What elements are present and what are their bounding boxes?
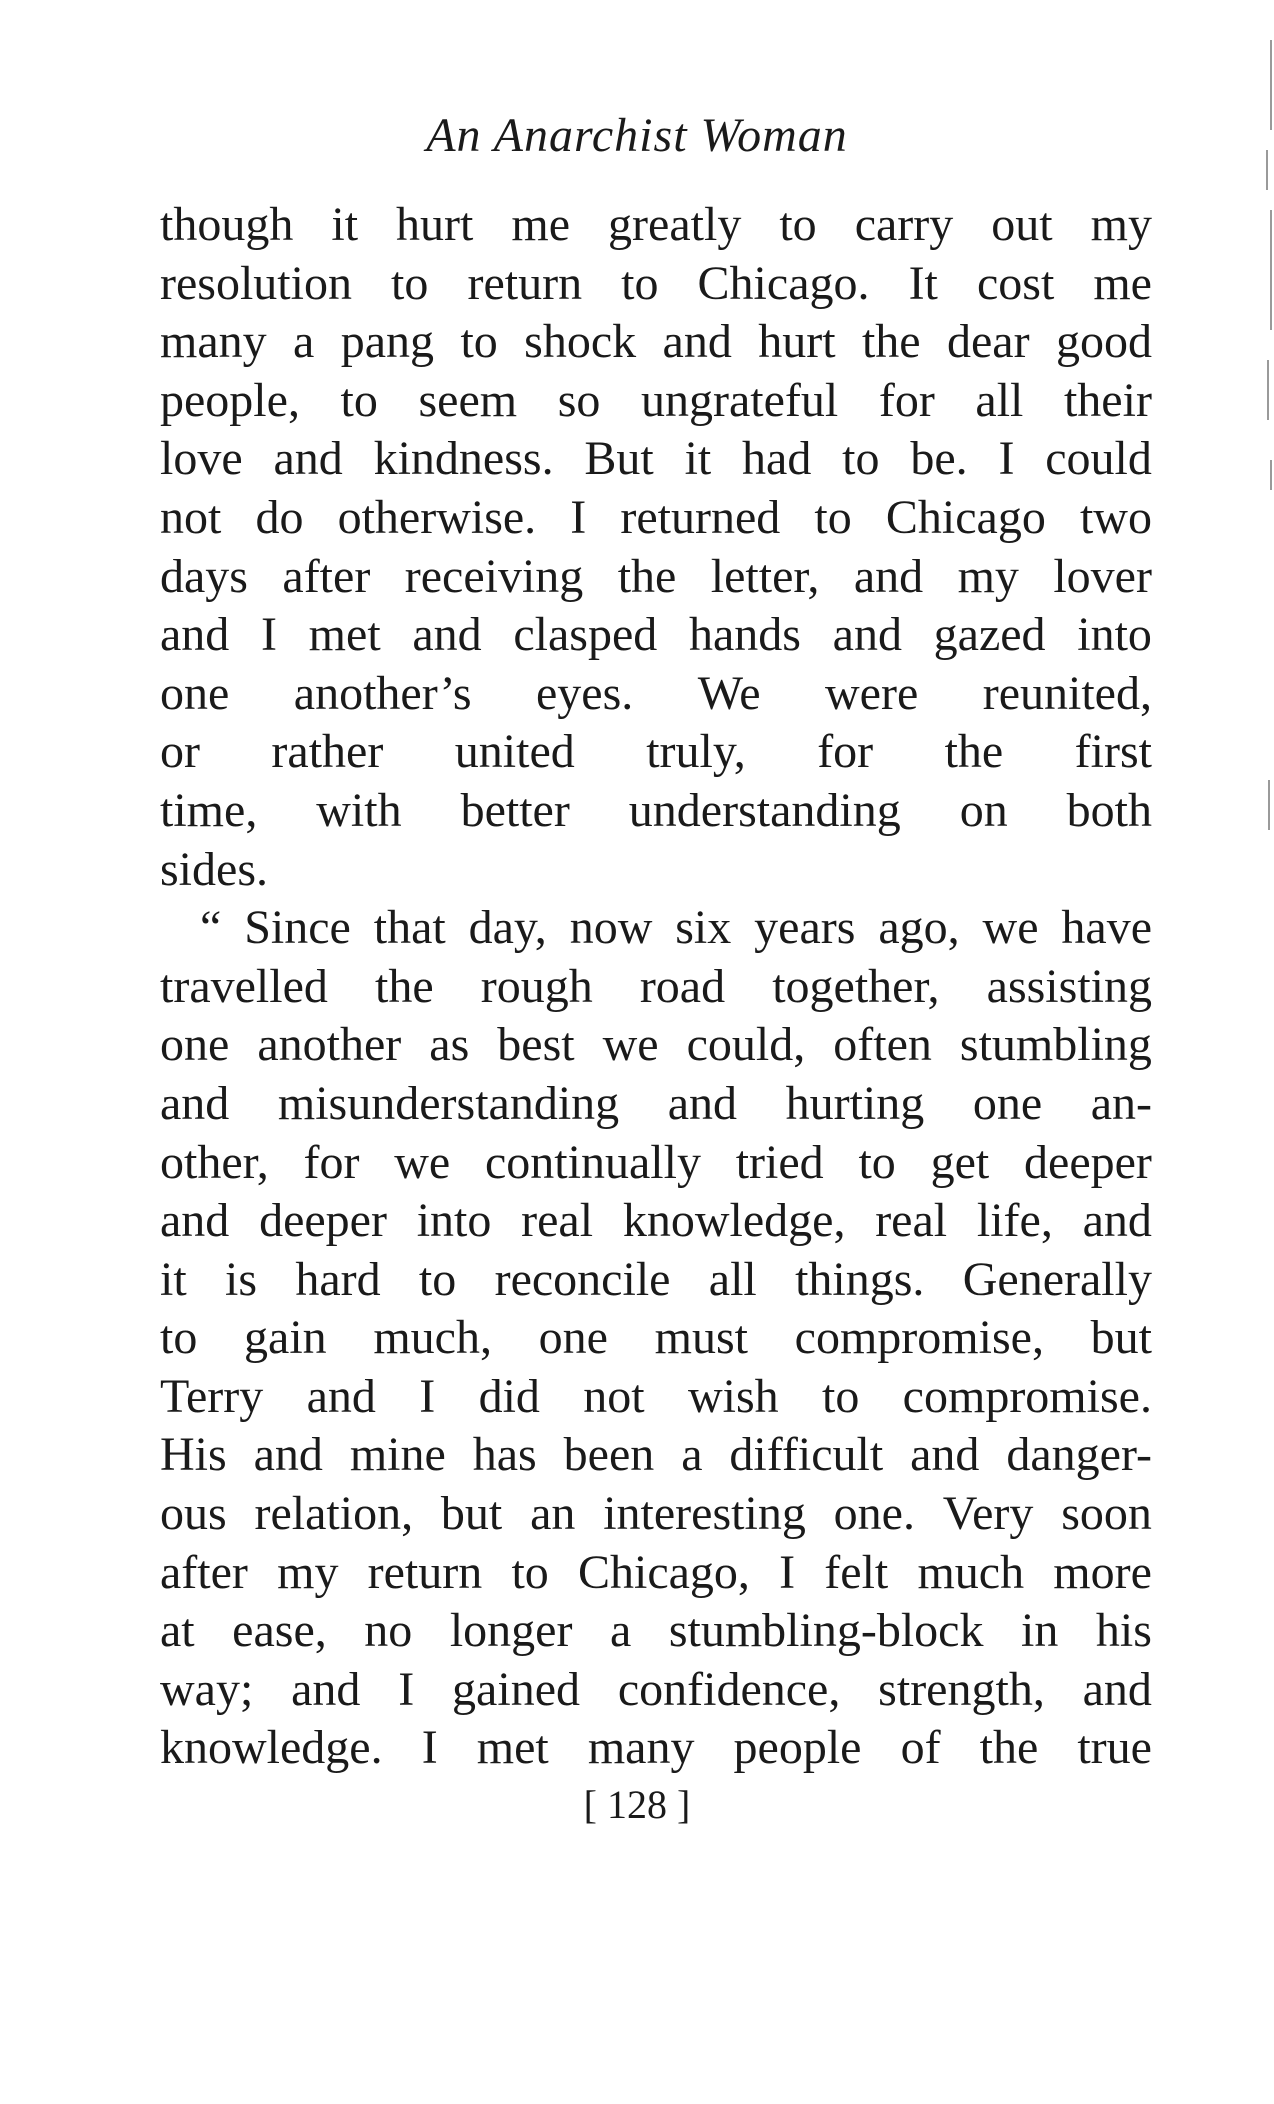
word: one [160,666,230,720]
word: day, [468,901,547,955]
word: my [277,1545,339,1599]
word: and [1082,1662,1152,1716]
word: to [814,490,852,544]
word: Since [244,901,351,955]
word: we [394,1135,451,1189]
word: But [584,432,654,486]
word: did [478,1369,540,1423]
word: cost [976,256,1055,310]
word: things. [795,1252,925,1306]
word: Chicago. [697,256,870,310]
text-line [160,548,1152,607]
word: hands [688,608,801,662]
word: of [900,1721,941,1775]
word: but [440,1487,503,1541]
word: mine [349,1428,446,1482]
word: to [621,256,659,310]
word: knowledge. [160,1721,383,1775]
word: be. [910,432,968,486]
word: soon [1061,1487,1152,1541]
text-line [160,1544,1152,1603]
page-edge-shadow [1260,0,1274,880]
text-line [160,841,1152,900]
word: people, [160,373,300,427]
text-line [160,1192,1152,1251]
word: my [1090,198,1152,251]
text-line [160,1075,1152,1134]
word: other, [160,1135,269,1189]
word: one [538,1311,608,1365]
text-line [160,1134,1152,1193]
word: I [398,1662,415,1716]
word: “ [200,901,222,955]
word: deeper [259,1194,387,1248]
word: and [412,608,482,662]
word: must [654,1311,748,1365]
word: and [667,1076,738,1130]
word: better [460,783,570,837]
word: it [331,198,359,251]
word: shock [524,315,637,369]
word: many [587,1721,695,1775]
word: and [910,1428,980,1482]
word: have [1061,901,1152,955]
word: difficult [729,1428,884,1482]
word: I [570,490,587,544]
word: much [917,1545,1025,1599]
word: and [273,432,343,486]
word: travelled [160,959,328,1013]
word: is [224,1252,257,1306]
word: a [293,315,315,369]
word: It [908,256,938,310]
word: understanding [628,783,901,837]
word: Chicago, [577,1545,750,1599]
word: I [998,432,1015,486]
word: in [1021,1604,1059,1658]
word: first [1074,725,1152,779]
text-line [160,489,1152,548]
word: all [975,373,1024,427]
word: one [972,1076,1043,1130]
word: ease, [232,1604,327,1658]
word: ous [160,1487,227,1541]
word: strength, [878,1662,1045,1716]
word: with [316,783,402,837]
text-line [160,1426,1152,1485]
word: pang [340,315,435,369]
word: wish [687,1369,779,1423]
word: after [160,1545,248,1599]
page-number: [ 128 ] [583,1782,691,1827]
text-line [160,1368,1152,1427]
word: rather [271,725,384,779]
word: get [930,1135,990,1189]
word: no [364,1604,413,1658]
word: for [303,1135,360,1189]
word: dear [947,315,1030,369]
word: met [308,608,381,662]
word: hurt [396,198,474,251]
word: and [160,1194,230,1248]
word: after [282,549,371,603]
text-line [160,606,1152,665]
word: or [160,725,200,779]
word: time, [160,783,258,837]
word: rough [480,959,593,1013]
word: we [602,1018,659,1072]
word: reunited, [982,666,1152,720]
word: Terry [160,1369,264,1423]
word: We [697,666,761,720]
word: to [842,432,880,486]
word: kindness. [373,432,554,486]
word: seem [418,373,518,427]
word: into [1077,608,1152,662]
word: hard [295,1252,381,1306]
word: the [944,725,1004,779]
word: six [675,901,732,955]
word: me [1093,256,1152,310]
word: and [160,608,230,662]
word: His [160,1428,227,1482]
word: real [875,1194,948,1248]
text-line [160,430,1152,489]
text-line [160,255,1152,314]
word: continually [484,1135,701,1189]
word: days [160,549,248,603]
word: to [858,1135,896,1189]
word: ungrateful [640,373,839,427]
word: compromise. [902,1369,1152,1423]
word: clasped [513,608,658,662]
word: had [742,432,812,486]
text-line [160,1602,1152,1661]
word: has [472,1428,537,1482]
text-line [160,958,1152,1017]
word: to [160,1311,198,1365]
word: resolution [160,256,352,310]
word: one [160,1018,230,1072]
word: gain [244,1311,327,1365]
word: though [160,198,294,251]
word: it [684,432,712,486]
word: often [833,1018,932,1072]
word: and [160,1076,230,1130]
word: more [1053,1545,1152,1599]
word: true [1077,1721,1152,1775]
word: the [375,959,434,1013]
text-line [160,1016,1152,1075]
word: the [617,549,677,603]
text-line [160,1719,1152,1778]
word: to [511,1545,549,1599]
word: for [817,725,874,779]
word: I [419,1369,436,1423]
word: I [779,1545,796,1599]
word: were [824,666,919,720]
word: been [563,1428,655,1482]
word: confidence, [617,1662,841,1716]
word: knowledge, [622,1194,846,1248]
word: misunderstanding [277,1076,620,1130]
word: otherwise. [337,490,537,544]
text-line [160,1485,1152,1544]
word: carry [854,198,954,251]
word: return [367,1545,483,1599]
word: sides. [160,842,268,896]
word: return [467,256,583,310]
word: the [861,315,921,369]
text-line [160,665,1152,724]
word: and [832,608,902,662]
word: that [373,901,446,955]
text-line [160,782,1152,841]
word: to [460,315,498,369]
word: on [959,783,1008,837]
word: united [454,725,575,779]
word: one. [833,1487,915,1541]
text-line [160,372,1152,431]
word: way; [160,1662,254,1716]
word: truly, [646,725,746,779]
word: gazed [933,608,1046,662]
word: a [609,1604,632,1658]
text-line [160,723,1152,782]
word: an- [1090,1076,1152,1130]
word: ago, [878,901,960,955]
word: felt [824,1545,889,1599]
word: hurt [758,315,836,369]
text-line [160,313,1152,372]
word: my [957,549,1019,603]
word: stumbling [959,1018,1152,1072]
word: for [878,373,935,427]
word: many [160,315,267,369]
word: Generally [962,1252,1152,1306]
word: love [160,432,243,486]
word: I [261,608,277,662]
word: Very [942,1487,1034,1541]
word: road [639,959,726,1013]
word: not [160,490,222,544]
word: interesting [603,1487,806,1541]
word: stumbling-block [668,1604,984,1658]
word: could, [686,1018,806,1072]
word: letter, [710,549,820,603]
running-head: An Anarchist Woman [426,109,848,162]
word: years [754,901,856,955]
word: met [476,1721,549,1775]
word: and [662,315,732,369]
word: it [160,1252,187,1306]
word: his [1095,1604,1152,1658]
paragraph-1 [160,196,1152,899]
word: deeper [1024,1135,1152,1189]
word: people [733,1721,862,1775]
word: to [779,198,817,251]
word: hurting [785,1076,925,1130]
word: longer [449,1604,573,1658]
word: both [1066,783,1152,837]
text-line [160,1661,1152,1720]
word: so [557,373,601,427]
word: much, [373,1311,492,1365]
word: another [257,1018,402,1072]
word: good [1055,315,1152,369]
word: compromise, [794,1311,1044,1365]
word: to [418,1252,457,1306]
text-line [160,1309,1152,1368]
word: to [391,256,429,310]
word: I [421,1721,438,1775]
word: and [253,1428,323,1482]
word: two [1079,490,1152,544]
word: returned [620,490,781,544]
text-line [160,1251,1152,1310]
word: but [1090,1311,1152,1365]
word: to [821,1369,860,1423]
word: reconcile [494,1252,671,1306]
word: and [306,1369,376,1423]
word: all [708,1252,757,1306]
word: a [681,1428,703,1482]
word: and [1082,1194,1152,1248]
word: eyes. [535,666,634,720]
word: receiving [404,549,584,603]
word: and [291,1662,361,1716]
paragraph-2 [160,899,1152,1778]
word: their [1063,373,1152,427]
word: relation, [254,1487,414,1541]
word: life, [976,1194,1053,1248]
word: do [255,490,304,544]
word: danger- [1006,1428,1152,1482]
word: into [416,1194,492,1248]
word: another’s [293,666,472,720]
word: best [497,1018,575,1072]
word: and [853,549,924,603]
word: real [521,1194,594,1248]
word: Chicago [885,490,1046,544]
word: together, [772,959,940,1013]
word: gained [452,1662,580,1716]
text-line [160,899,1152,958]
word: could [1045,432,1152,486]
word: out [991,198,1053,251]
word: to [340,373,378,427]
body-text [160,196,1152,1778]
word: lover [1053,549,1152,603]
text-line [160,196,1152,255]
word: greatly [608,198,742,251]
word: tried [735,1135,824,1189]
word: we [982,901,1039,955]
word: assisting [986,959,1152,1013]
word: as [429,1018,470,1072]
word: at [160,1604,195,1658]
word: not [583,1369,645,1423]
word: an [530,1487,576,1541]
word: now [569,901,653,955]
word: me [511,198,571,251]
word: the [979,1721,1039,1775]
